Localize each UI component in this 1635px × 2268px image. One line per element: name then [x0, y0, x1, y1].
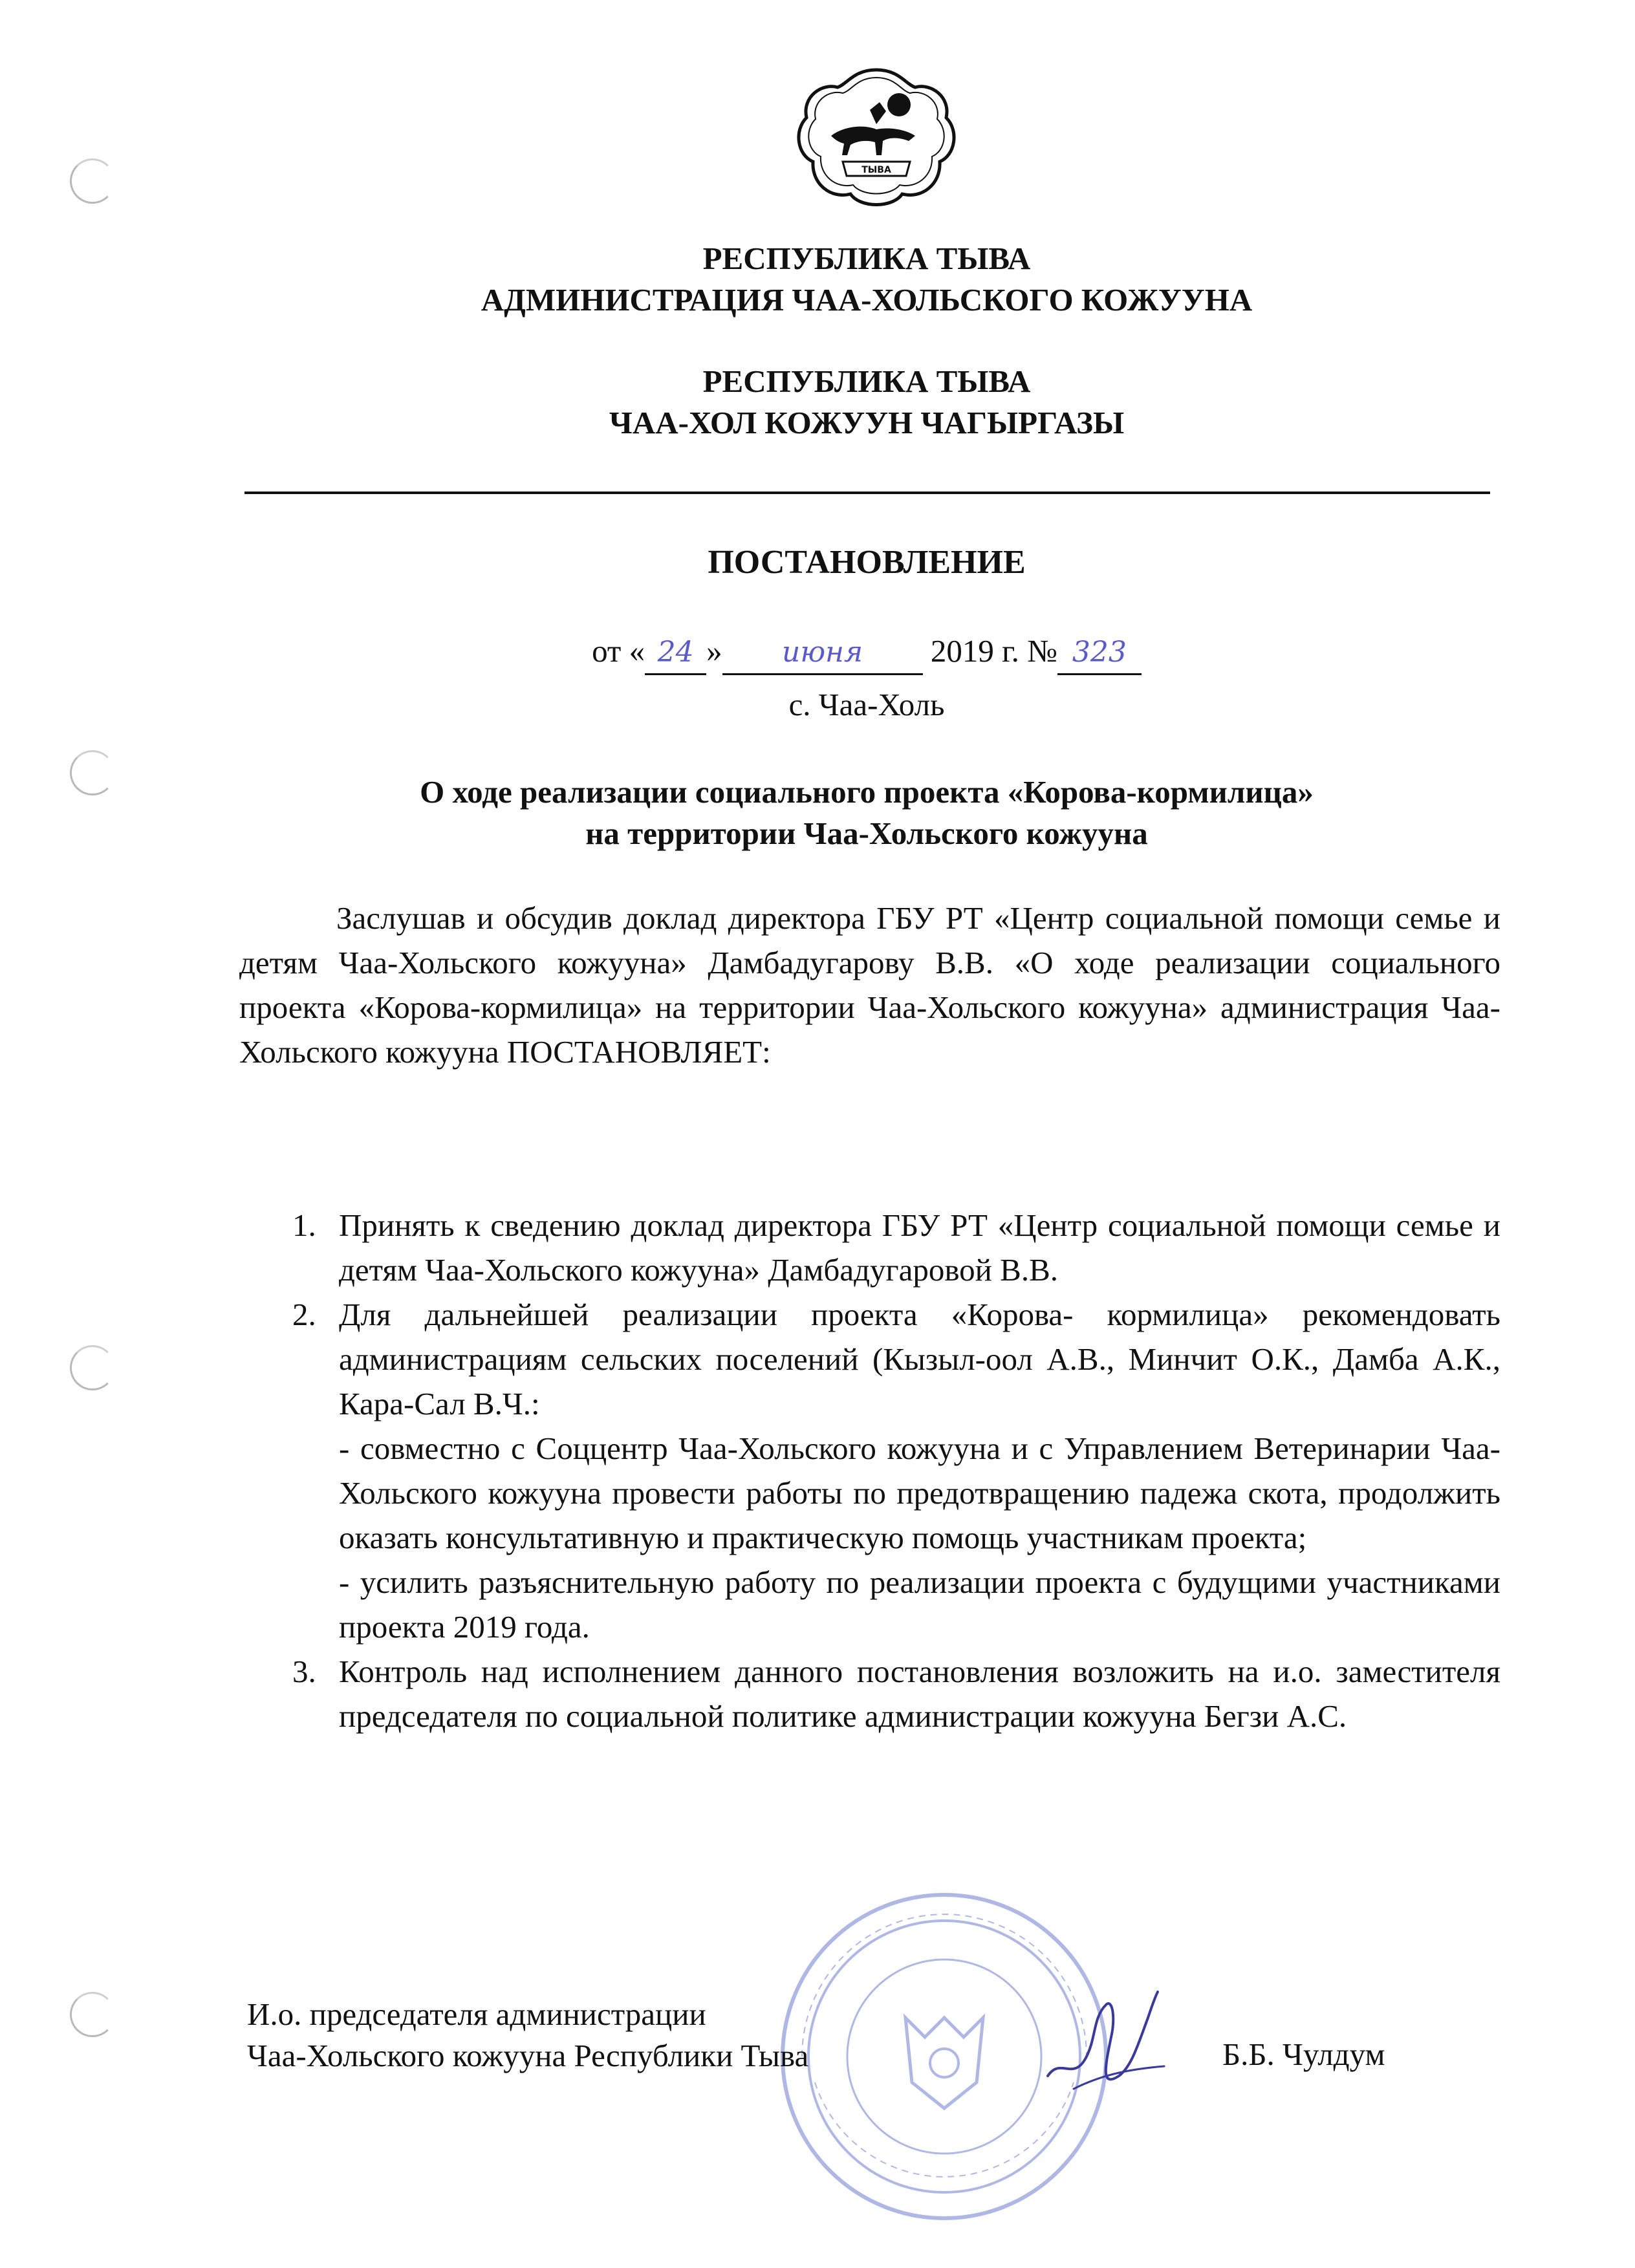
- list-item: [239, 1292, 1500, 1649]
- signatory-position: [247, 1994, 808, 2077]
- date-quote: »: [706, 633, 722, 669]
- date-number-line: [239, 631, 1494, 675]
- list-item: [239, 1203, 1500, 1292]
- coat-of-arms-emblem: [792, 65, 960, 213]
- item-number: 1.: [292, 1207, 316, 1243]
- header-tuvan: [239, 361, 1494, 444]
- punch-hole: [70, 1345, 115, 1390]
- subject-line-1: О ходе реализации социального проекта «Корова-кормилица»: [420, 774, 1314, 810]
- item-text: Принять к сведению доклад директора ГБУ РТ «Центр социальной помощи семье и детям Чаа-Хольского кожууна» Дамбадугаровой В.В.: [339, 1207, 1500, 1288]
- list-item: [239, 1649, 1500, 1738]
- punch-hole: [70, 158, 115, 204]
- header-republic: РЕСПУБЛИКА ТЫВА: [702, 241, 1031, 276]
- signatory-name: Б.Б. Чулдум: [1222, 2036, 1385, 2072]
- preamble-paragraph: Заслушав и обсудив доклад директора ГБУ РТ «Центр социальной помощи семье и детям Чаа-Хольского кожууна» Дамбадугарову В.В. «О ходе реализации социального проекта «Корова-кормилица» на территории Чаа-Хольского кожууна» администрация Чаа-Хольского кожууна ПОСТАНОВЛЯЕТ:: [239, 900, 1500, 1070]
- subject-line-2: на территории Чаа-Хольского кожууна: [585, 815, 1148, 851]
- sub-item: - совместно с Соццентр Чаа-Хольского кожууна и с Управлением Ветеринарии Чаа-Хольского кожууна провести работы по предотвращению падежа скота, продолжить оказать консультативную и практическую помощь участникам проекта;: [339, 1431, 1500, 1555]
- handwritten-signature: [1035, 1979, 1177, 2108]
- header-divider: [244, 491, 1490, 494]
- item-number: 2.: [292, 1297, 316, 1332]
- date-day-handwritten: 24: [657, 636, 694, 669]
- item-number: 3.: [292, 1654, 316, 1689]
- date-year-number-label: 2019 г. №: [930, 633, 1057, 669]
- header-administration-tuvan: ЧАА-ХОЛ КОЖУУН ЧАГЫРГАЗЫ: [609, 405, 1125, 440]
- header-administration: АДМИНИСТРАЦИЯ ЧАА-ХОЛЬСКОГО КОЖУУНА: [481, 282, 1253, 318]
- signatory-position-line-1: И.о. председателя администрации: [247, 1996, 706, 2032]
- svg-text:ТЫВА: ТЫВА: [861, 165, 891, 175]
- sub-item: - усилить разъяснительную работу по реализации проекта с будущими участниками проекта 2019 года.: [339, 1564, 1500, 1645]
- item-text: Для дальнейшей реализации проекта «Корова- кормилица» рекомендовать администрациям сельских поселений (Кызыл-оол А.В., Минчит О.К., Дамба А.К., Кара-Сал В.Ч.:: [339, 1297, 1500, 1421]
- header-russian: [239, 238, 1494, 321]
- resolution-items: [239, 1203, 1500, 1738]
- punch-hole: [70, 1992, 115, 2037]
- signatory-position-line-2: Чаа-Хольского кожууна Республики Тыва: [247, 2038, 809, 2073]
- header-republic-tuvan: РЕСПУБЛИКА ТЫВА: [702, 363, 1031, 399]
- date-month-handwritten: июня: [781, 636, 863, 669]
- document-place: с. Чаа-Холь: [788, 687, 945, 722]
- document-subject: [239, 772, 1494, 854]
- document-type-title: ПОСТАНОВЛЕНИЕ: [708, 544, 1026, 581]
- date-prefix: от «: [592, 633, 645, 669]
- punch-hole: [70, 750, 115, 795]
- document-number-handwritten: 323: [1072, 636, 1127, 669]
- item-text: Контроль над исполнением данного постановления возложить на и.о. заместителя председателя по социальной политике администрации кожууна Бегзи А.С.: [339, 1654, 1500, 1734]
